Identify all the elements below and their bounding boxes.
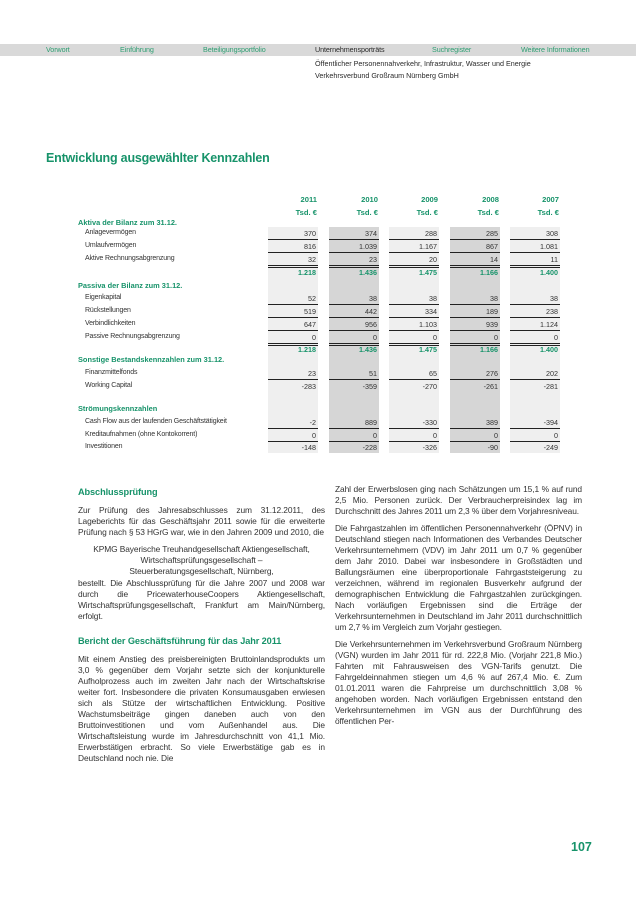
- section-sonstige: Sonstige Bestandskennzahlen zum 31.12.: [78, 355, 225, 364]
- page-title: Entwicklung ausgewählter Kennzahlen: [46, 151, 270, 165]
- paragraph: Zur Prüfung des Jahresabschlusses zum 31.12.2011, des Lageberichts für das Geschäftsjahr 2011 sowie für die erweiterte Prüfung nach § 53 HGrG war, wie in den Jahren 2009 und 2010, die: [78, 505, 325, 537]
- value-cell: 0: [312, 431, 316, 440]
- value-cell: 867: [486, 242, 498, 251]
- value-cell: 14: [490, 255, 498, 264]
- value-cell: 1.039: [359, 242, 377, 251]
- nav-item-suchregister[interactable]: Suchregister: [432, 45, 472, 54]
- cell-underline: [450, 239, 500, 240]
- value-cell: 1.081: [540, 242, 558, 251]
- value-cell: -249: [543, 443, 558, 452]
- cell-underline: [450, 379, 500, 380]
- unit-header: Tsd. €: [356, 208, 378, 217]
- value-cell: 519: [304, 307, 316, 316]
- row-label: Verbindlichkeiten: [85, 320, 136, 327]
- row-label: Investitionen: [85, 443, 123, 450]
- total-cell: 1.475: [419, 268, 437, 277]
- year-header: 2008: [482, 195, 499, 204]
- top-navigation-bar: [0, 44, 636, 56]
- value-cell: 0: [373, 333, 377, 342]
- value-cell: 23: [369, 255, 377, 264]
- cell-underline: [389, 379, 439, 380]
- value-cell: 956: [365, 320, 377, 329]
- value-cell: -330: [422, 418, 437, 427]
- cell-underline: [268, 317, 318, 318]
- cell-underline: [268, 304, 318, 305]
- cell-underline: [329, 304, 379, 305]
- value-cell: 334: [425, 307, 437, 316]
- breadcrumb-company: Verkehrsverbund Großraum Nürnberg GmbH: [315, 71, 459, 80]
- cell-underline: [510, 317, 560, 318]
- year-header: 2007: [542, 195, 559, 204]
- value-cell: -326: [422, 443, 437, 452]
- row-label: Cash Flow aus der laufenden Geschäftstätigkeit: [85, 418, 227, 425]
- paragraph: Zahl der Erwerbslosen ging nach Schätzungen um 15,1 % auf rund 2,5 Mio. Personen zurück. Der Verbraucherpreisindex lag im Durchschnitt des Jahres 2011 um 2,3 % über dem Vorjahresniveau.: [335, 484, 582, 516]
- unit-header: Tsd. €: [295, 208, 317, 217]
- value-cell: 308: [546, 229, 558, 238]
- value-cell: 38: [490, 294, 498, 303]
- value-cell: 0: [494, 333, 498, 342]
- cell-underline: [389, 317, 439, 318]
- value-cell: 0: [373, 431, 377, 440]
- row-label: Kreditaufnahmen (ohne Kontokorrent): [85, 431, 198, 438]
- cell-underline: [510, 239, 560, 240]
- value-cell: 0: [433, 431, 437, 440]
- cell-underline: [389, 304, 439, 305]
- value-cell: 816: [304, 242, 316, 251]
- total-cell: 1.436: [359, 268, 377, 277]
- value-cell: 442: [365, 307, 377, 316]
- row-label: Eigenkapital: [85, 294, 122, 301]
- value-cell: -228: [362, 443, 377, 452]
- cell-underline: [510, 379, 560, 380]
- cell-underline: [510, 428, 560, 429]
- nav-item-weitere-informationen[interactable]: Weitere Informationen: [521, 45, 590, 54]
- row-label: Working Capital: [85, 382, 133, 389]
- cell-underline: [450, 304, 500, 305]
- cell-underline: [268, 428, 318, 429]
- nav-item-vorwort[interactable]: Vorwort: [46, 45, 70, 54]
- value-cell: 374: [365, 229, 377, 238]
- value-cell: -261: [483, 382, 498, 391]
- value-cell: 285: [486, 229, 498, 238]
- value-cell: 11: [550, 255, 558, 264]
- value-cell: 1.103: [419, 320, 437, 329]
- cell-underline: [268, 252, 318, 253]
- value-cell: 189: [486, 307, 498, 316]
- cell-underline: [329, 330, 379, 331]
- nav-item-beteiligungsportfolio[interactable]: Beteiligungsportfolio: [203, 45, 266, 54]
- paragraph: Die Verkehrsunternehmen im Verkehrsverbund Großraum Nürnberg (VGN) wurden im Jahr 2011 für rd. 222,8 Mio. (Vorjahr 221,8 Mio.) Fahrten mit Fahrausweisen des VGN-Tarifs genutzt. Die Fahrgeldeinnahmen stiegen um 4,6 % auf 267,4 Mio. €. Zum 01.01.2011 waren die Fahrpreise um durchschnittlich 3,08 % angehoben worden. Nach vorläufigen Ergebnissen entstand den Verkehrsunternehmen im VGN aus der Durchführung des öffentlichen Per-: [335, 639, 582, 726]
- paragraph: bestellt. Die Abschlussprüfung für die Jahre 2007 und 2008 war durch die PricewaterhouseCoopers Aktiengesellschaft, Wirtschaftsprüfungsgesellschaft, Frankfurt am Main/Nürnberg, erfolgt.: [78, 578, 325, 621]
- cell-underline: [389, 252, 439, 253]
- row-label: Anlagevermögen: [85, 229, 136, 236]
- value-cell: 65: [429, 369, 437, 378]
- unit-header: Tsd. €: [477, 208, 499, 217]
- cell-underline: [389, 239, 439, 240]
- value-cell: -394: [543, 418, 558, 427]
- value-cell: 20: [429, 255, 437, 264]
- row-label: Rückstellungen: [85, 307, 131, 314]
- value-cell: 38: [550, 294, 558, 303]
- value-cell: 1.167: [419, 242, 437, 251]
- value-cell: 38: [369, 294, 377, 303]
- value-cell: -148: [301, 443, 316, 452]
- value-cell: -281: [543, 382, 558, 391]
- paragraph: Mit einem Anstieg des preisbereinigten Bruttoinlandsprodukts um 3,0 % gegenüber dem Vorjahr setzte sich der konjunkturelle Aufholprozess auch im zweiten Jahr nach der Wirtschaftskrise weiter fort. Insbesondere die privaten Konsumausgaben erwiesen sich als Stütze der wirtschaftlichen Entwicklung. Positive Wachstumsbeiträge gingen daneben auch von den Bruttoinvestitionen und vom Außenhandel aus. Die Wirtschaftsleistung wurde im Jahresdurchschnitt von 41,1 Mio. Erwerbstätigen erbracht. So viele Erwerbstätige gab es in Deutschland noch nie. Die: [78, 654, 325, 763]
- total-cell: 1.400: [540, 345, 558, 354]
- auditor-name: KPMG Bayerische Treuhandgesellschaft Aktiengesellschaft, Wirtschaftsprüfungsgesellschaft – Steuerberatungsgesellschaft, Nürnberg,: [93, 544, 310, 576]
- total-cell: 1.400: [540, 268, 558, 277]
- value-cell: 32: [308, 255, 316, 264]
- cell-underline: [268, 379, 318, 380]
- total-cell: 1.218: [298, 345, 316, 354]
- cell-underline: [268, 330, 318, 331]
- cell-underline: [329, 379, 379, 380]
- heading-bericht-geschaeftsfuehrung: Bericht der Geschäftsführung für das Jahr 2011: [78, 636, 282, 646]
- total-cell: 1.436: [359, 345, 377, 354]
- cell-underline: [450, 317, 500, 318]
- section-passiva: Passiva der Bilanz zum 31.12.: [78, 281, 183, 290]
- year-header: 2011: [300, 195, 317, 204]
- cell-underline: [389, 428, 439, 429]
- section-stroemungskennzahlen: Strömungskennzahlen: [78, 404, 158, 413]
- value-cell: 889: [365, 418, 377, 427]
- nav-item-einfuehrung[interactable]: Einführung: [120, 45, 154, 54]
- value-cell: 0: [312, 333, 316, 342]
- left-text-column: [78, 486, 325, 770]
- total-cell: 1.218: [298, 268, 316, 277]
- value-cell: 939: [486, 320, 498, 329]
- value-cell: 288: [425, 229, 437, 238]
- year-header: 2010: [361, 195, 378, 204]
- right-text-column: [335, 484, 582, 733]
- value-cell: 0: [554, 431, 558, 440]
- page-number: 107: [571, 840, 592, 854]
- cell-underline: [450, 428, 500, 429]
- value-cell: 647: [304, 320, 316, 329]
- cell-underline: [450, 330, 500, 331]
- cell-underline: [510, 252, 560, 253]
- cell-underline: [510, 304, 560, 305]
- cell-underline: [450, 252, 500, 253]
- value-cell: 23: [308, 369, 316, 378]
- value-cell: -359: [362, 382, 377, 391]
- row-label: Aktive Rechnungsabgrenzung: [85, 255, 175, 262]
- cell-underline: [329, 428, 379, 429]
- value-cell: -283: [301, 382, 316, 391]
- cell-underline: [329, 317, 379, 318]
- value-cell: 0: [494, 431, 498, 440]
- value-cell: 389: [486, 418, 498, 427]
- total-cell: 1.475: [419, 345, 437, 354]
- value-cell: 0: [554, 333, 558, 342]
- value-cell: -270: [422, 382, 437, 391]
- value-cell: 370: [304, 229, 316, 238]
- total-cell: 1.166: [480, 268, 498, 277]
- section-aktiva: Aktiva der Bilanz zum 31.12.: [78, 218, 177, 227]
- total-cell: 1.166: [480, 345, 498, 354]
- row-label: Passive Rechnungsabgrenzung: [85, 333, 180, 340]
- value-cell: 1.124: [540, 320, 558, 329]
- value-cell: 52: [308, 294, 316, 303]
- value-cell: 202: [546, 369, 558, 378]
- breadcrumb-sector: Öffentlicher Personennahverkehr, Infrastruktur, Wasser und Energie: [315, 59, 531, 68]
- cell-underline: [329, 239, 379, 240]
- cell-underline: [268, 239, 318, 240]
- unit-header: Tsd. €: [537, 208, 559, 217]
- value-cell: 51: [369, 369, 377, 378]
- value-cell: 276: [486, 369, 498, 378]
- heading-abschlusspruefung: Abschlussprüfung: [78, 487, 158, 497]
- cell-underline: [389, 330, 439, 331]
- cell-underline: [329, 252, 379, 253]
- cell-underline: [510, 330, 560, 331]
- year-header: 2009: [421, 195, 438, 204]
- row-label: Finanzmittelfonds: [85, 369, 138, 376]
- paragraph: Die Fahrgastzahlen im öffentlichen Personennahverkehr (ÖPNV) in Deutschland stiegen nach Informationen des Verbandes Deutscher Verkehrsunternehmern (VDV) im Jahr 2011 um 0,7 % gegenüber dem Jahr 2010. Dabei war insbesondere in Großstädten und Ballungsräumen eine überproportionale Fahrgaststeigerung zu verzeichnen, während im regionalen Busverkehr aufgrund der demographischen Entwicklung die Fahrgastzahlen zurückgingen. Nach vorläufigen Ergebnissen sind die Erträge der Verkehrsunternehmen in Deutschland im Jahr 2011 durchschnittlich um 2,7 % im Vergleich zum Vorjahr gestiegen.: [335, 523, 582, 632]
- unit-header: Tsd. €: [416, 208, 438, 217]
- row-label: Umlaufvermögen: [85, 242, 137, 249]
- value-cell: 238: [546, 307, 558, 316]
- value-cell: 0: [433, 333, 437, 342]
- value-cell: 38: [429, 294, 437, 303]
- nav-item-unternehmensportraets[interactable]: Unternehmensporträts: [315, 45, 385, 54]
- value-cell: -2: [309, 418, 316, 427]
- value-cell: -90: [487, 443, 498, 452]
